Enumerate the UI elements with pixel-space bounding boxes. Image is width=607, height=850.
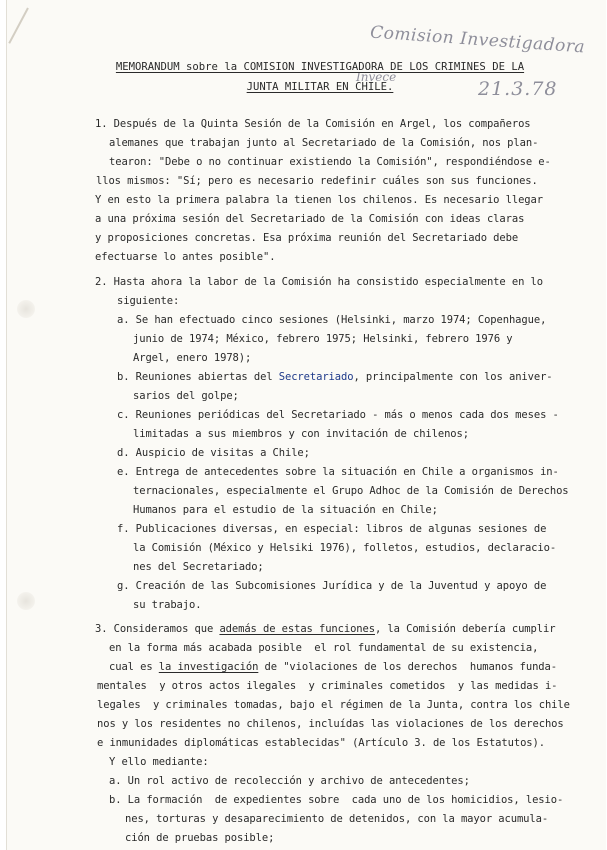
list-item-b: b. La formación de expedientes sobre cada uno de los homicidios, lesio- [109, 794, 564, 806]
paragraph-3-line: Y ello mediante: [109, 756, 209, 768]
paragraph-2-line: 2. Hasta ahora la labor de la Comisión ha consistido especialmente en lo [95, 276, 543, 288]
paragraph-3-line: mentales y otros actos ilegales y criminales cometidos y las medidas i- [97, 680, 558, 692]
underlined-text: además de estas funciones [219, 623, 375, 635]
paragraph-3-line: e inmunidades diplomáticas establecidas" (Artículo 3. de los Estatutos). [97, 737, 545, 749]
list-item-b: nes, torturas y desaparecimiento de detenidos, con la mayor acumula- [125, 813, 549, 825]
underlined-text: la investigación [158, 661, 259, 673]
list-item-a: a. Un rol activo de recolección y archivo de antecedentes; [109, 775, 470, 787]
paragraph-3-line: nos y los residentes no chilenos, incluídas las violaciones de los derechos [97, 718, 564, 730]
list-item-g: su trabajo. [133, 599, 202, 611]
title-line: JUNTA MILITAR EN CHILE. [246, 81, 394, 93]
paragraph-3-line: en la forma más acabada posible el rol fundamental de su existencia, [109, 642, 539, 654]
list-text-highlight: Secretariado [278, 371, 354, 383]
list-item-b: ción de pruebas posible; [125, 832, 275, 844]
list-item-f: nes del Secretariado; [133, 561, 264, 573]
paragraph-3-line [95, 623, 555, 636]
list-item-f: f. Publicaciones diversas, en especial: libros de algunas sesiones de [117, 523, 547, 535]
list-item-b [117, 371, 553, 384]
paragraph-1-line: Y en esto la primera palabra la tienen los chilenos. Es necesario llegar [95, 194, 543, 206]
punch-hole [17, 592, 35, 610]
para-text: 3. Consideramos que [95, 623, 220, 635]
list-text: , principalmente con los aniver- [353, 371, 553, 383]
list-item-c: limitadas a sus miembros y con invitación de chilenos; [133, 428, 469, 440]
paragraph-1-line: efectuarse lo antes posible". [95, 251, 276, 263]
list-item-a: junio de 1974; México, febrero 1975; Helsinki, febrero 1976 y [133, 333, 513, 345]
list-item-b: sarios del golpe; [133, 390, 239, 402]
list-item-f: la Comisión (México y Helsiki 1976), folletos, estudios, declaracio- [133, 542, 557, 554]
list-text: b. Reuniones abiertas del [117, 371, 279, 383]
para-text: de "violaciones de los derechos humanos funda- [258, 661, 557, 673]
paragraph-1-line: llos mismos: "Sí; pero es necesario redefinir cuáles son sus funciones. [96, 175, 538, 187]
handwritten-date: 21.3.78 [478, 78, 558, 100]
list-item-e: Humanos para el estudio de la situación en Chile; [133, 504, 438, 516]
memo-title [110, 57, 530, 97]
list-item-g: g. Creación de las Subcomisiones Jurídica y de la Juventud y apoyo de [117, 580, 547, 592]
staple-mark [8, 8, 37, 49]
paragraph-1-line: 1. Después de la Quinta Sesión de la Comisión en Argel, los compañeros [95, 118, 531, 130]
paragraph-3-line [109, 661, 557, 674]
punch-hole [17, 300, 35, 318]
para-text: , la Comisión debería cumplir [374, 623, 556, 635]
list-item-d: d. Auspicio de visitas a Chile; [117, 447, 310, 459]
handwritten-annotation: Invece [356, 70, 397, 84]
title-line: MEMORANDUM sobre la COMISION INVESTIGADORA DE LOS CRIMINES DE LA [115, 61, 525, 73]
paragraph-1-line: a una próxima sesión del Secretariado de la Comisión con ideas claras [95, 213, 525, 225]
para-text: cual es [109, 661, 159, 673]
list-item-e: e. Entrega de antecedentes sobre la situación en Chile a organismos in- [117, 466, 559, 478]
list-item-a: Argel, enero 1978); [133, 352, 252, 364]
paragraph-1-line: tearon: "Debe o no continuar existiendo la Comisión", respondiéndose e- [109, 156, 551, 168]
list-item-e: ternacionales, especialmente el Grupo Adhoc de la Comisión de Derechos [133, 485, 569, 497]
handwritten-note: Comision Investigadora [369, 22, 586, 58]
paragraph-3-line: legales y criminales tomadas, bajo el régimen de la Junta, contra los chile [97, 699, 570, 711]
paragraph-2-line: siguiente: [117, 295, 180, 307]
paragraph-1-line: alemanes que trabajan junto al Secretariado de la Comisión, nos plan- [109, 137, 539, 149]
list-item-c: c. Reuniones periódicas del Secretariado - más o menos cada dos meses - [117, 409, 559, 421]
list-item-a: a. Se han efectuado cinco sesiones (Helsinki, marzo 1974; Copenhague, [117, 314, 547, 326]
paragraph-1-line: y proposiciones concretas. Esa próxima reunión del Secretariado debe [95, 232, 519, 244]
